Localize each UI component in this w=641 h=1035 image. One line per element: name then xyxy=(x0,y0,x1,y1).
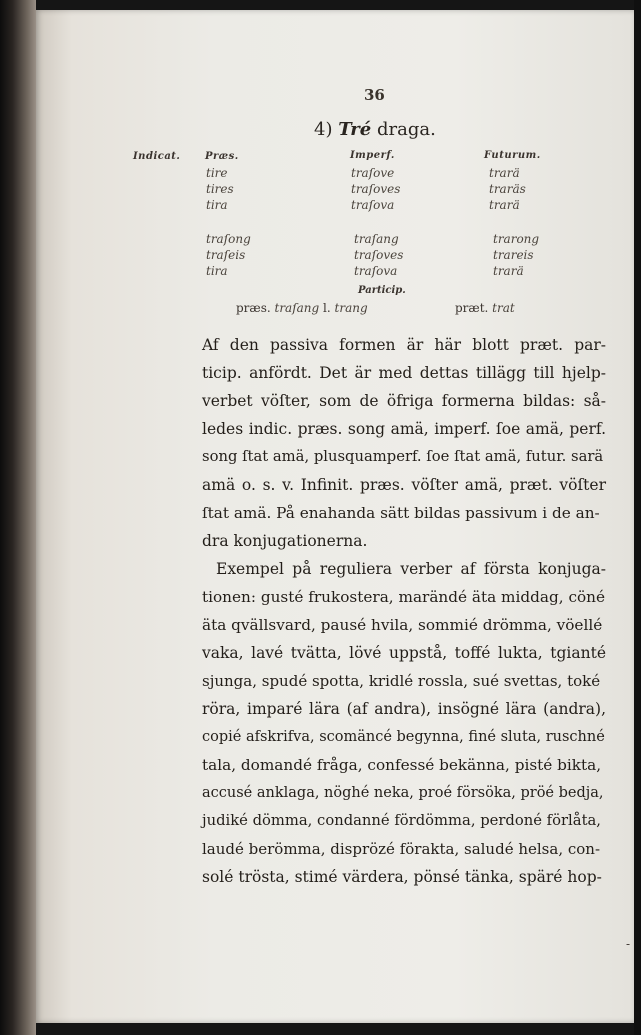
body-line: ſtat amä. På enahanda sätt bildas passivum i de an- xyxy=(202,504,600,522)
participle-present xyxy=(236,302,368,314)
present-sg-2: tires xyxy=(206,182,234,196)
imperfect-sg-3: traſova xyxy=(351,198,395,212)
future-sg-1: trarä xyxy=(489,166,520,180)
body-line: tala, domandé fråga, confessé bekänna, pisté bikta, xyxy=(202,756,602,774)
future-sg-2: traräs xyxy=(489,182,526,196)
header-indicative: Indicat. xyxy=(133,151,181,162)
praet-label: præt. xyxy=(455,301,489,315)
present-pl-1: traſong xyxy=(206,232,251,246)
section-title xyxy=(314,121,436,139)
praet-form: trat xyxy=(492,301,515,315)
participle-separator: l. xyxy=(323,301,331,315)
page-number: 36 xyxy=(364,86,385,104)
praes-alt-form: trang xyxy=(334,301,368,315)
body-line: tionen: gusté frukostera, marändé äta middag, cöné xyxy=(202,588,606,606)
section-verb: Tré xyxy=(338,119,372,140)
present-pl-3: tira xyxy=(206,264,228,278)
header-present: Præs. xyxy=(205,151,239,162)
body-line: judiké dömma, condanné fördömma, perdoné förlåta, xyxy=(202,812,601,829)
body-line: accusé anklaga, nöghé neka, proé försöka, pröé bedja, xyxy=(202,785,604,801)
body-line: dra konjugationerna. xyxy=(202,532,368,550)
imperfect-pl-1: traſang xyxy=(354,232,399,246)
body-line: copié afskrifva, scomäncé begynna, finé sluta, ruschné xyxy=(202,729,605,745)
body-line: laudé berömma, disprözé förakta, saludé helsa, con- xyxy=(202,840,601,858)
header-future: Futurum. xyxy=(484,150,541,161)
body-line: amä o. s. v. Infinit. præs. vöſter amä, præt. vöſter xyxy=(202,476,606,494)
imperfect-sg-2: traſoves xyxy=(351,182,401,196)
body-line: sjunga, spudé spotta, kridlé rossla, sué svettas, toké xyxy=(202,672,601,690)
section-gloss: draga. xyxy=(376,119,436,140)
book-spine xyxy=(0,0,36,1035)
imperfect-sg-1: traſove xyxy=(351,166,395,180)
present-sg-1: tire xyxy=(206,166,228,180)
body-line: äta qvällsvard, pausé hvila, sommié drömma, vöellé xyxy=(202,616,603,634)
participle-past xyxy=(455,302,515,314)
body-line: ticip. anfördt. Det är med dettas tillägg till hjelp- xyxy=(202,364,606,382)
section-number: 4) xyxy=(314,119,333,140)
present-pl-2: traſeis xyxy=(206,248,246,262)
body-line: Exempel på reguliera verber af första konjuga- xyxy=(216,560,606,578)
body-line: song ſtat amä, plusquamperf. ſoe ſtat amä, futur. sarä xyxy=(202,448,604,465)
future-pl-3: trarä xyxy=(493,264,524,278)
body-line: solé trösta, stimé värdera, pönsé tänka, späré hop- xyxy=(202,868,602,886)
present-sg-3: tira xyxy=(206,198,228,212)
margin-mark: - xyxy=(626,937,631,951)
body-line: ledes indic. præs. song amä, imperf. ſoe amä, perf. xyxy=(202,420,606,438)
page-edge xyxy=(634,0,641,1035)
body-line: Af den passiva formen är här blott præt. par- xyxy=(202,336,606,354)
praes-form: traſang xyxy=(274,301,320,315)
future-pl-1: trarong xyxy=(493,232,540,246)
body-line: röra, imparé lära (af andra), insögné lära (andra), xyxy=(202,700,606,718)
body-line: verbet vöſter, som de öfriga formerna bildas: så- xyxy=(202,392,606,410)
imperfect-pl-3: traſova xyxy=(354,264,398,278)
participle-label: Particip. xyxy=(358,285,406,296)
header-imperfect: Imperf. xyxy=(350,150,395,161)
body-line: vaka, lavé tvätta, lövé uppstå, toffé lukta, tgianté xyxy=(202,644,606,662)
imperfect-pl-2: traſoves xyxy=(354,248,404,262)
praes-label: præs. xyxy=(236,301,271,315)
future-sg-3: trarä xyxy=(489,198,520,212)
future-pl-2: trareis xyxy=(493,248,534,262)
